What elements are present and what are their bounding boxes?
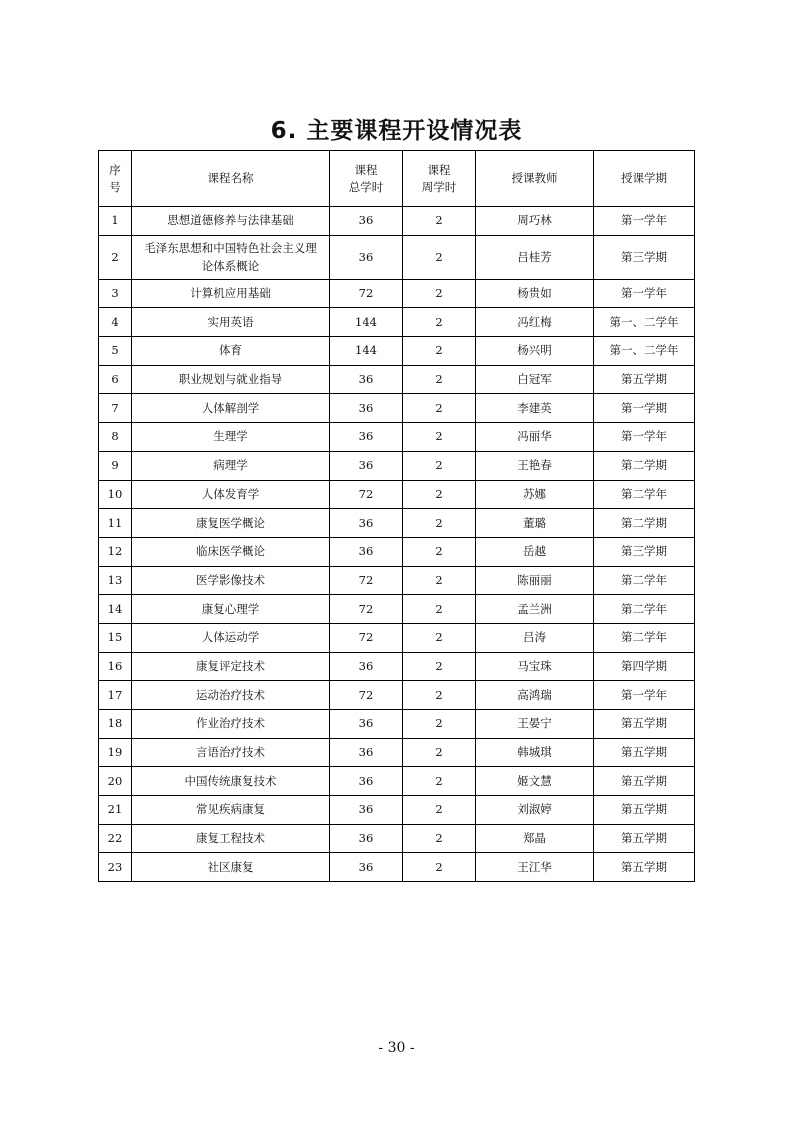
weekly-hours-cell: 2	[403, 681, 476, 710]
weekly-hours-cell: 2	[403, 365, 476, 394]
term-cell: 第二学年	[594, 623, 695, 652]
teacher-name-cell: 李建英	[476, 394, 594, 423]
weekly-hours-cell: 2	[403, 853, 476, 882]
term-cell: 第一学年	[594, 681, 695, 710]
weekly-hours-cell: 2	[403, 796, 476, 825]
total-hours-cell: 36	[330, 537, 403, 566]
table-row	[99, 480, 695, 509]
total-hours-cell: 72	[330, 595, 403, 624]
total-hours-cell: 36	[330, 365, 403, 394]
weekly-hours-cell: 2	[403, 767, 476, 796]
weekly-hours-cell: 2	[403, 451, 476, 480]
total-hours-cell: 36	[330, 652, 403, 681]
total-hours-cell: 144	[330, 337, 403, 366]
course-name-cell: 言语治疗技术	[132, 738, 330, 767]
header-teacher: 授课教师	[476, 151, 594, 207]
term-cell: 第一学年	[594, 207, 695, 236]
teacher-name-cell: 陈丽丽	[476, 566, 594, 595]
teacher-name-cell: 王艳春	[476, 451, 594, 480]
total-hours-cell: 72	[330, 623, 403, 652]
table-row	[99, 767, 695, 796]
course-name-cell: 毛泽东思想和中国特色社会主义理论体系概论	[132, 235, 330, 279]
table-row	[99, 681, 695, 710]
header-term: 授课学期	[594, 151, 695, 207]
term-cell: 第五学期	[594, 365, 695, 394]
teacher-name-cell: 周巧林	[476, 207, 594, 236]
term-cell: 第二学期	[594, 451, 695, 480]
term-cell: 第一学期	[594, 394, 695, 423]
term-cell: 第五学期	[594, 824, 695, 853]
teacher-name-cell: 董璐	[476, 509, 594, 538]
course-table	[98, 150, 695, 882]
table-row	[99, 337, 695, 366]
total-hours-cell: 72	[330, 279, 403, 308]
table-row	[99, 207, 695, 236]
header-index	[99, 151, 132, 207]
row-index-cell: 7	[99, 394, 132, 423]
total-hours-cell: 36	[330, 207, 403, 236]
teacher-name-cell: 姬文慧	[476, 767, 594, 796]
header-weekly-hours-line: 课程	[427, 162, 451, 177]
teacher-name-cell: 苏娜	[476, 480, 594, 509]
total-hours-cell: 36	[330, 509, 403, 538]
course-name-cell: 中国传统康复技术	[132, 767, 330, 796]
total-hours-cell: 72	[330, 566, 403, 595]
course-name-cell: 人体发育学	[132, 480, 330, 509]
term-cell: 第五学期	[594, 853, 695, 882]
term-cell: 第五学期	[594, 738, 695, 767]
table-row	[99, 824, 695, 853]
total-hours-cell: 72	[330, 480, 403, 509]
row-index-cell: 4	[99, 308, 132, 337]
table-row	[99, 738, 695, 767]
row-index-cell: 17	[99, 681, 132, 710]
table-row	[99, 652, 695, 681]
teacher-name-cell: 孟兰洲	[476, 595, 594, 624]
table-row	[99, 853, 695, 882]
total-hours-cell: 36	[330, 710, 403, 739]
teacher-name-cell: 冯红梅	[476, 308, 594, 337]
weekly-hours-cell: 2	[403, 394, 476, 423]
table-row	[99, 423, 695, 452]
weekly-hours-cell: 2	[403, 738, 476, 767]
course-name-cell: 康复工程技术	[132, 824, 330, 853]
table-row	[99, 595, 695, 624]
row-index-cell: 14	[99, 595, 132, 624]
teacher-name-cell: 杨贵如	[476, 279, 594, 308]
table-row	[99, 710, 695, 739]
course-name-cell: 临床医学概论	[132, 537, 330, 566]
table-row	[99, 623, 695, 652]
term-cell: 第一、二学年	[594, 337, 695, 366]
page-number: - 30 -	[378, 1040, 415, 1056]
course-name-cell: 实用英语	[132, 308, 330, 337]
teacher-name-cell: 郑晶	[476, 824, 594, 853]
teacher-name-cell: 王晏宁	[476, 710, 594, 739]
course-table-body	[99, 207, 695, 882]
row-index-cell: 5	[99, 337, 132, 366]
term-cell: 第三学期	[594, 537, 695, 566]
weekly-hours-cell: 2	[403, 595, 476, 624]
header-total-hours	[330, 151, 403, 207]
row-index-cell: 23	[99, 853, 132, 882]
header-weekly-hours	[403, 151, 476, 207]
course-name-cell: 职业规划与就业指导	[132, 365, 330, 394]
term-cell: 第一学年	[594, 423, 695, 452]
term-cell: 第二学年	[594, 595, 695, 624]
total-hours-cell: 36	[330, 451, 403, 480]
total-hours-cell: 144	[330, 308, 403, 337]
row-index-cell: 9	[99, 451, 132, 480]
weekly-hours-cell: 2	[403, 509, 476, 538]
teacher-name-cell: 杨兴明	[476, 337, 594, 366]
course-name-cell: 人体运动学	[132, 623, 330, 652]
teacher-name-cell: 冯丽华	[476, 423, 594, 452]
header-course-name: 课程名称	[132, 151, 330, 207]
table-header-row	[99, 151, 695, 207]
course-name-cell: 康复心理学	[132, 595, 330, 624]
teacher-name-cell: 高鸿瑞	[476, 681, 594, 710]
total-hours-cell: 36	[330, 423, 403, 452]
weekly-hours-cell: 2	[403, 308, 476, 337]
term-cell: 第二学年	[594, 480, 695, 509]
table-row	[99, 308, 695, 337]
weekly-hours-cell: 2	[403, 423, 476, 452]
total-hours-cell: 36	[330, 824, 403, 853]
total-hours-cell: 36	[330, 738, 403, 767]
course-name-cell: 社区康复	[132, 853, 330, 882]
table-row	[99, 279, 695, 308]
total-hours-cell: 36	[330, 235, 403, 279]
term-cell: 第五学期	[594, 710, 695, 739]
weekly-hours-cell: 2	[403, 652, 476, 681]
header-total-hours-line: 课程	[354, 162, 378, 177]
table-row	[99, 451, 695, 480]
table-row	[99, 796, 695, 825]
weekly-hours-cell: 2	[403, 710, 476, 739]
term-cell: 第四学期	[594, 652, 695, 681]
row-index-cell: 16	[99, 652, 132, 681]
weekly-hours-cell: 2	[403, 207, 476, 236]
row-index-cell: 15	[99, 623, 132, 652]
weekly-hours-cell: 2	[403, 537, 476, 566]
table-row	[99, 566, 695, 595]
weekly-hours-cell: 2	[403, 480, 476, 509]
weekly-hours-cell: 2	[403, 337, 476, 366]
header-index-line: 序	[109, 162, 121, 177]
course-name-cell: 生理学	[132, 423, 330, 452]
row-index-cell: 13	[99, 566, 132, 595]
header-weekly-hours-line: 周学时	[421, 179, 457, 194]
course-name-cell: 康复评定技术	[132, 652, 330, 681]
row-index-cell: 12	[99, 537, 132, 566]
term-cell: 第一学年	[594, 279, 695, 308]
table-row	[99, 394, 695, 423]
weekly-hours-cell: 2	[403, 623, 476, 652]
weekly-hours-cell: 2	[403, 566, 476, 595]
header-index-line: 号	[109, 179, 121, 194]
teacher-name-cell: 吕涛	[476, 623, 594, 652]
row-index-cell: 21	[99, 796, 132, 825]
course-name-cell: 体育	[132, 337, 330, 366]
course-name-cell: 医学影像技术	[132, 566, 330, 595]
course-name-cell: 思想道德修养与法律基础	[132, 207, 330, 236]
term-cell: 第二学期	[594, 509, 695, 538]
teacher-name-cell: 岳越	[476, 537, 594, 566]
weekly-hours-cell: 2	[403, 279, 476, 308]
teacher-name-cell: 王江华	[476, 853, 594, 882]
total-hours-cell: 36	[330, 853, 403, 882]
term-cell: 第一、二学年	[594, 308, 695, 337]
course-name-cell: 康复医学概论	[132, 509, 330, 538]
teacher-name-cell: 刘淑婷	[476, 796, 594, 825]
course-name-cell: 常见疾病康复	[132, 796, 330, 825]
course-name-cell: 运动治疗技术	[132, 681, 330, 710]
total-hours-cell: 36	[330, 394, 403, 423]
weekly-hours-cell: 2	[403, 824, 476, 853]
row-index-cell: 10	[99, 480, 132, 509]
teacher-name-cell: 马宝珠	[476, 652, 594, 681]
course-name-cell: 作业治疗技术	[132, 710, 330, 739]
table-row	[99, 365, 695, 394]
course-name-cell: 病理学	[132, 451, 330, 480]
row-index-cell: 8	[99, 423, 132, 452]
course-name-cell: 人体解剖学	[132, 394, 330, 423]
term-cell: 第二学年	[594, 566, 695, 595]
row-index-cell: 22	[99, 824, 132, 853]
term-cell: 第五学期	[594, 796, 695, 825]
page-title: 6. 主要课程开设情况表	[270, 118, 523, 144]
row-index-cell: 20	[99, 767, 132, 796]
weekly-hours-cell: 2	[403, 235, 476, 279]
row-index-cell: 19	[99, 738, 132, 767]
table-row	[99, 235, 695, 279]
total-hours-cell: 72	[330, 681, 403, 710]
term-cell: 第三学期	[594, 235, 695, 279]
row-index-cell: 11	[99, 509, 132, 538]
row-index-cell: 2	[99, 235, 132, 279]
row-index-cell: 1	[99, 207, 132, 236]
course-name-cell: 计算机应用基础	[132, 279, 330, 308]
table-row	[99, 537, 695, 566]
total-hours-cell: 36	[330, 796, 403, 825]
row-index-cell: 6	[99, 365, 132, 394]
teacher-name-cell: 吕桂芳	[476, 235, 594, 279]
teacher-name-cell: 白冠军	[476, 365, 594, 394]
row-index-cell: 3	[99, 279, 132, 308]
term-cell: 第五学期	[594, 767, 695, 796]
total-hours-cell: 36	[330, 767, 403, 796]
teacher-name-cell: 韩城琪	[476, 738, 594, 767]
row-index-cell: 18	[99, 710, 132, 739]
table-row	[99, 509, 695, 538]
header-total-hours-line: 总学时	[348, 179, 384, 194]
